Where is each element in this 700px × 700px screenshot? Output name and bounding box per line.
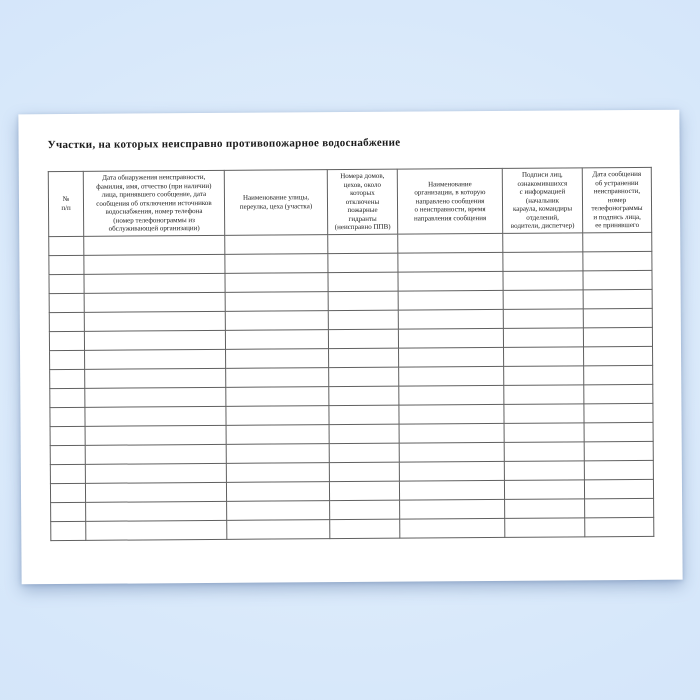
empty-cell xyxy=(399,461,504,481)
empty-cell xyxy=(84,235,225,255)
empty-cell xyxy=(85,482,226,502)
empty-cell xyxy=(50,426,85,445)
empty-cell xyxy=(584,441,653,460)
empty-cell xyxy=(328,291,398,310)
empty-cell xyxy=(503,252,583,272)
empty-cell xyxy=(398,233,503,253)
empty-cell xyxy=(329,348,399,367)
empty-cell xyxy=(49,312,84,331)
empty-cell xyxy=(584,460,653,479)
empty-cell xyxy=(329,443,399,462)
empty-cell xyxy=(583,232,652,251)
empty-cell xyxy=(84,273,225,293)
empty-cell xyxy=(225,329,328,349)
empty-cell xyxy=(226,367,329,387)
empty-cell xyxy=(330,519,400,538)
empty-cell xyxy=(503,290,583,310)
empty-cell xyxy=(584,422,653,441)
empty-cell xyxy=(399,423,504,443)
empty-cell xyxy=(86,501,227,521)
empty-cell xyxy=(51,521,86,540)
empty-cell xyxy=(504,423,584,443)
empty-cell xyxy=(84,330,225,350)
column-header-row-number: № п/п xyxy=(48,171,83,236)
empty-cell xyxy=(584,384,653,403)
empty-cell xyxy=(400,518,505,538)
empty-cell xyxy=(583,308,652,327)
empty-cell xyxy=(503,271,583,291)
table-header xyxy=(48,167,651,236)
empty-cell xyxy=(398,290,503,310)
empty-cell xyxy=(225,234,328,254)
empty-cell xyxy=(330,500,400,519)
empty-cell xyxy=(398,328,503,348)
empty-cell xyxy=(399,385,504,405)
fire-water-supply-log-table xyxy=(48,167,655,541)
empty-cell xyxy=(399,366,504,386)
document-title: Участки, на которых неисправно противопожарное водоснабжение xyxy=(47,136,401,152)
empty-cell xyxy=(329,481,399,500)
empty-cell xyxy=(399,347,504,367)
column-header-signatures: Подписи лиц, ознакомившихся с информацией (начальник караула, командиры отделений, водители, диспетчер) xyxy=(502,168,582,233)
empty-cell xyxy=(328,310,398,329)
empty-cell xyxy=(85,387,226,407)
empty-cell xyxy=(86,520,227,540)
empty-cell xyxy=(328,234,398,253)
empty-cell xyxy=(504,442,584,462)
empty-cell xyxy=(503,309,583,329)
log-table-body xyxy=(49,232,654,540)
empty-cell xyxy=(226,481,329,501)
empty-cell xyxy=(585,498,654,517)
empty-cell xyxy=(505,518,585,538)
empty-cell xyxy=(226,405,329,425)
empty-cell xyxy=(583,270,652,289)
empty-cell xyxy=(399,442,504,462)
empty-cell xyxy=(504,347,584,367)
empty-cell xyxy=(329,405,399,424)
empty-cell xyxy=(399,480,504,500)
empty-cell xyxy=(584,346,653,365)
empty-cell xyxy=(227,500,330,520)
empty-cell xyxy=(503,328,583,348)
empty-cell xyxy=(583,289,652,308)
empty-cell xyxy=(584,479,653,498)
empty-cell xyxy=(504,366,584,386)
empty-cell xyxy=(84,254,225,274)
empty-cell xyxy=(398,309,503,329)
empty-cell xyxy=(328,253,398,272)
empty-cell xyxy=(226,424,329,444)
empty-cell xyxy=(505,499,585,519)
empty-cell xyxy=(503,233,583,253)
empty-cell xyxy=(584,403,653,422)
empty-cell xyxy=(329,367,399,386)
empty-cell xyxy=(504,404,584,424)
empty-cell xyxy=(583,327,652,346)
empty-cell xyxy=(583,251,652,270)
empty-cell xyxy=(50,407,85,426)
empty-cell xyxy=(226,348,329,368)
empty-cell xyxy=(50,369,85,388)
empty-cell xyxy=(225,253,328,273)
empty-cell xyxy=(84,311,225,331)
column-header-fault-resolved: Дата сообщения об устранении неисправности, номер телефонограммы и подпись лица, ее принявшего xyxy=(582,167,651,232)
empty-cell xyxy=(584,365,653,384)
empty-cell xyxy=(585,517,654,536)
column-header-street-name: Наименование улицы, переулка, цеха (участка) xyxy=(224,170,327,235)
empty-cell xyxy=(504,480,584,500)
empty-cell xyxy=(329,386,399,405)
empty-cell xyxy=(328,329,398,348)
empty-cell xyxy=(85,444,226,464)
empty-cell xyxy=(227,519,330,539)
empty-cell xyxy=(226,386,329,406)
empty-cell xyxy=(49,331,84,350)
empty-cell xyxy=(85,368,226,388)
empty-cell xyxy=(328,272,398,291)
empty-cell xyxy=(85,463,226,483)
empty-cell xyxy=(50,350,85,369)
empty-cell xyxy=(49,274,84,293)
paper-sheet xyxy=(18,110,682,585)
empty-cell xyxy=(398,252,503,272)
empty-cell xyxy=(504,461,584,481)
empty-cell xyxy=(225,291,328,311)
empty-cell xyxy=(50,445,85,464)
empty-cell xyxy=(329,462,399,481)
empty-cell xyxy=(226,462,329,482)
empty-cell xyxy=(85,349,226,369)
empty-cell xyxy=(49,293,84,312)
empty-cell xyxy=(50,483,85,502)
empty-cell xyxy=(85,406,226,426)
empty-cell xyxy=(50,464,85,483)
empty-cell xyxy=(49,236,84,255)
column-header-organization-notified: Наименование организации, в которую направлено сообщения о неисправности, время направления сообщения xyxy=(397,168,502,233)
table-row xyxy=(51,517,654,540)
empty-cell xyxy=(399,404,504,424)
empty-cell xyxy=(85,425,226,445)
empty-cell xyxy=(226,443,329,463)
empty-cell xyxy=(400,499,505,519)
empty-cell xyxy=(504,385,584,405)
empty-cell xyxy=(50,388,85,407)
empty-cell xyxy=(225,272,328,292)
empty-cell xyxy=(225,310,328,330)
empty-cell xyxy=(51,502,86,521)
empty-cell xyxy=(398,271,503,291)
empty-cell xyxy=(329,424,399,443)
empty-cell xyxy=(84,292,225,312)
column-header-house-numbers: Номера домов, цехов, около которых отключены пожарные гидранты (неисправно ППВ) xyxy=(327,169,397,234)
table-header-row xyxy=(48,167,651,236)
column-header-fault-discovery-info: Дата обнаружения неисправности, фамилия, имя, отчество (при наличии) лица, принявшего сообщение, дата сообщения об отключении источников водоснабжения, номер телефона (номер телефонограммы из обслуживающей организации) xyxy=(83,170,224,236)
empty-cell xyxy=(49,255,84,274)
